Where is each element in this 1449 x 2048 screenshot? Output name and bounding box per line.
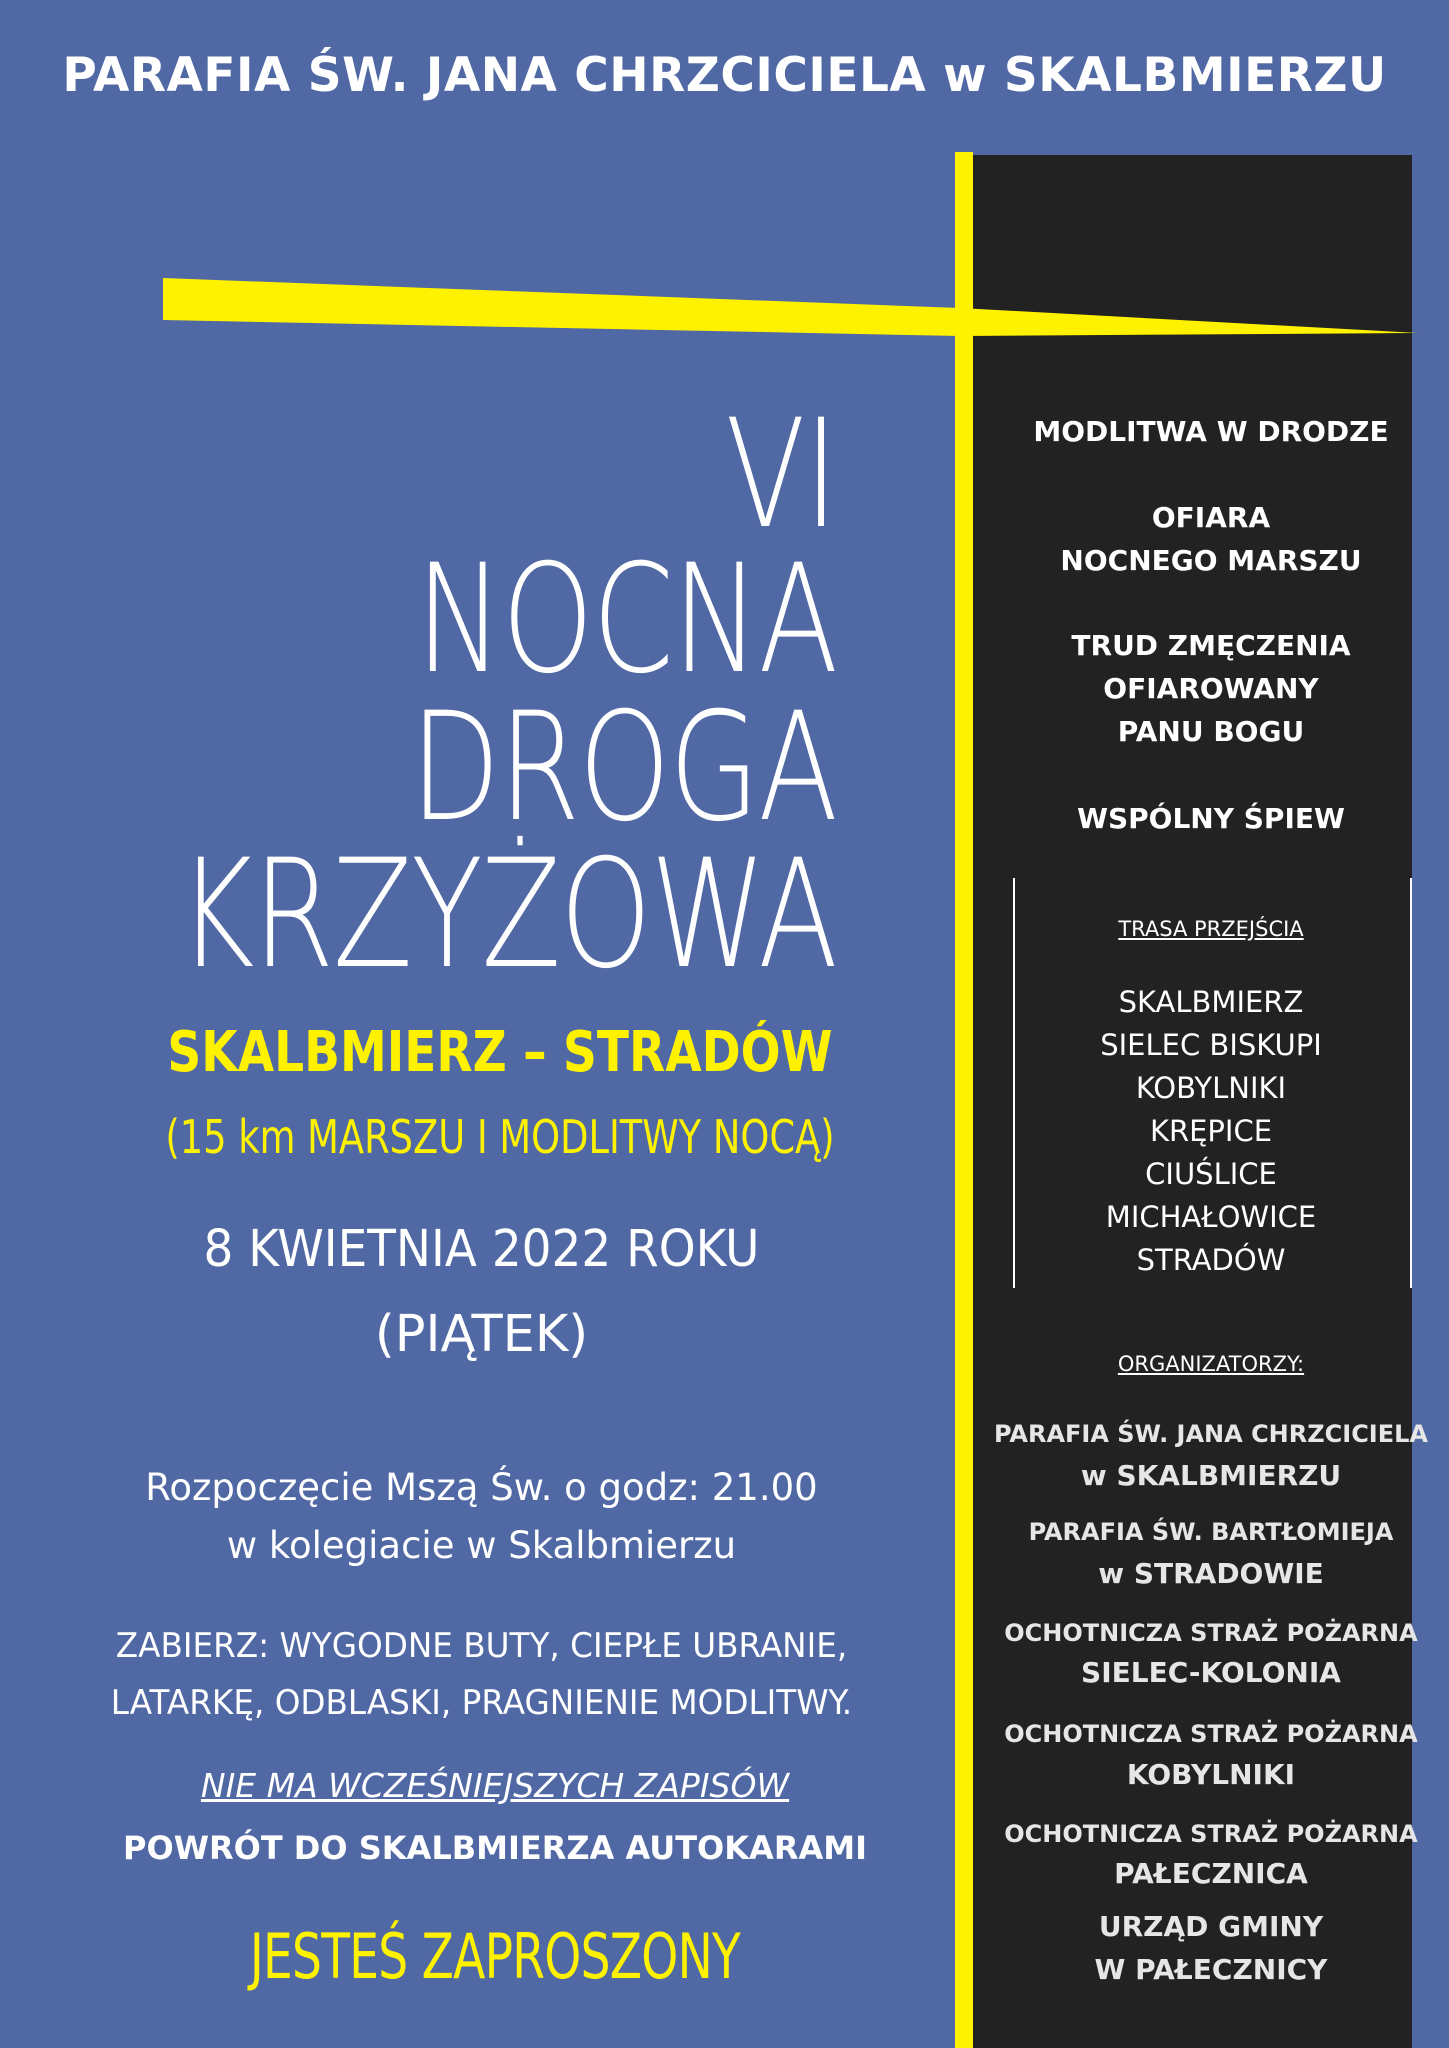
start-info-line: w kolegiacie w Skalbmierzu — [226, 1524, 737, 1567]
organizer-name: W PAŁECZNICY — [1094, 1953, 1328, 1986]
bring-list-line: LATARKĘ, ODBLASKI, PRAGNIENIE MODLITWY. — [110, 1683, 853, 1723]
route-stop: KOBYLNIKI — [1135, 1071, 1287, 1105]
event-day: (PIĄTEK) — [374, 1305, 589, 1364]
organizers-heading: ORGANIZATORZY: — [1117, 1352, 1305, 1376]
route-stop: KRĘPICE — [1149, 1114, 1273, 1148]
event-date: 8 KWIETNIA 2022 ROKU — [203, 1220, 760, 1279]
route-title: SKALBMIERZ – STRADÓW — [167, 1020, 833, 1085]
invitation-text: JESTEŚ ZAPROSZONY — [249, 1920, 741, 1993]
title-line-roman: VI — [725, 388, 837, 562]
title-line-krzyzowa: KRZYŻOWA — [178, 828, 837, 1002]
title-line-droga: DROGA — [410, 681, 837, 855]
organizer-line: OCHOTNICZA STRAŻ POŻARNA — [1004, 1619, 1418, 1647]
organizer-line: PARAFIA ŚW. BARTŁOMIEJA — [1028, 1518, 1394, 1546]
cross-beam-icon — [0, 0, 1449, 360]
cross-post-icon — [955, 152, 973, 2048]
parish-title: PARAFIA ŚW. JANA CHRZCICIELA w SKALBMIERZU — [62, 48, 1387, 103]
start-info-line: Rozpoczęcie Mszą Św. o godz: 21.00 — [145, 1466, 818, 1509]
panel-highlight: MODLITWA W DRODZE — [1033, 415, 1389, 448]
route-stop: SIELEC BISKUPI — [1100, 1028, 1322, 1062]
no-registration-note: NIE MA WCZEŚNIEJSZYCH ZAPISÓW — [200, 1766, 790, 1805]
route-heading: TRASA PRZEJŚCIA — [1118, 917, 1304, 941]
return-bus-note: POWRÓT DO SKALBMIERZA AUTOKARAMI — [123, 1829, 867, 1867]
panel-highlight: TRUD ZMĘCZENIA OFIAROWANY PANU BOGU — [1071, 629, 1351, 748]
panel-highlight: OFIARA NOCNEGO MARSZU — [1060, 501, 1362, 577]
route-subtitle: (15 km MARSZU I MODLITWY NOCĄ) — [165, 1110, 835, 1164]
organizer-name: SIELEC-KOLONIA — [1081, 1656, 1341, 1689]
bring-list-line: ZABIERZ: WYGODNE BUTY, CIEPŁE UBRANIE, — [115, 1626, 848, 1666]
route-stop: SKALBMIERZ — [1118, 985, 1304, 1019]
route-stop: CIUŚLICE — [1145, 1157, 1277, 1191]
organizer-name: KOBYLNIKI — [1126, 1758, 1296, 1791]
route-stop: MICHAŁOWICE — [1105, 1200, 1317, 1234]
title-line-nocna: NOCNA — [415, 533, 837, 707]
organizer-line: URZĄD GMINY — [1098, 1910, 1324, 1943]
panel-highlight: WSPÓLNY ŚPIEW — [1077, 802, 1345, 835]
organizer-name: w STRADOWIE — [1098, 1557, 1324, 1590]
organizer-name: w SKALBMIERZU — [1080, 1459, 1342, 1492]
organizer-line: OCHOTNICZA STRAŻ POŻARNA — [1004, 1720, 1418, 1748]
organizer-line: OCHOTNICZA STRAŻ POŻARNA — [1004, 1820, 1418, 1848]
organizer-name: PAŁECZNICA — [1114, 1857, 1308, 1890]
route-stop: STRADÓW — [1136, 1243, 1286, 1277]
organizer-line: PARAFIA ŚW. JANA CHRZCICIELA — [994, 1420, 1428, 1448]
